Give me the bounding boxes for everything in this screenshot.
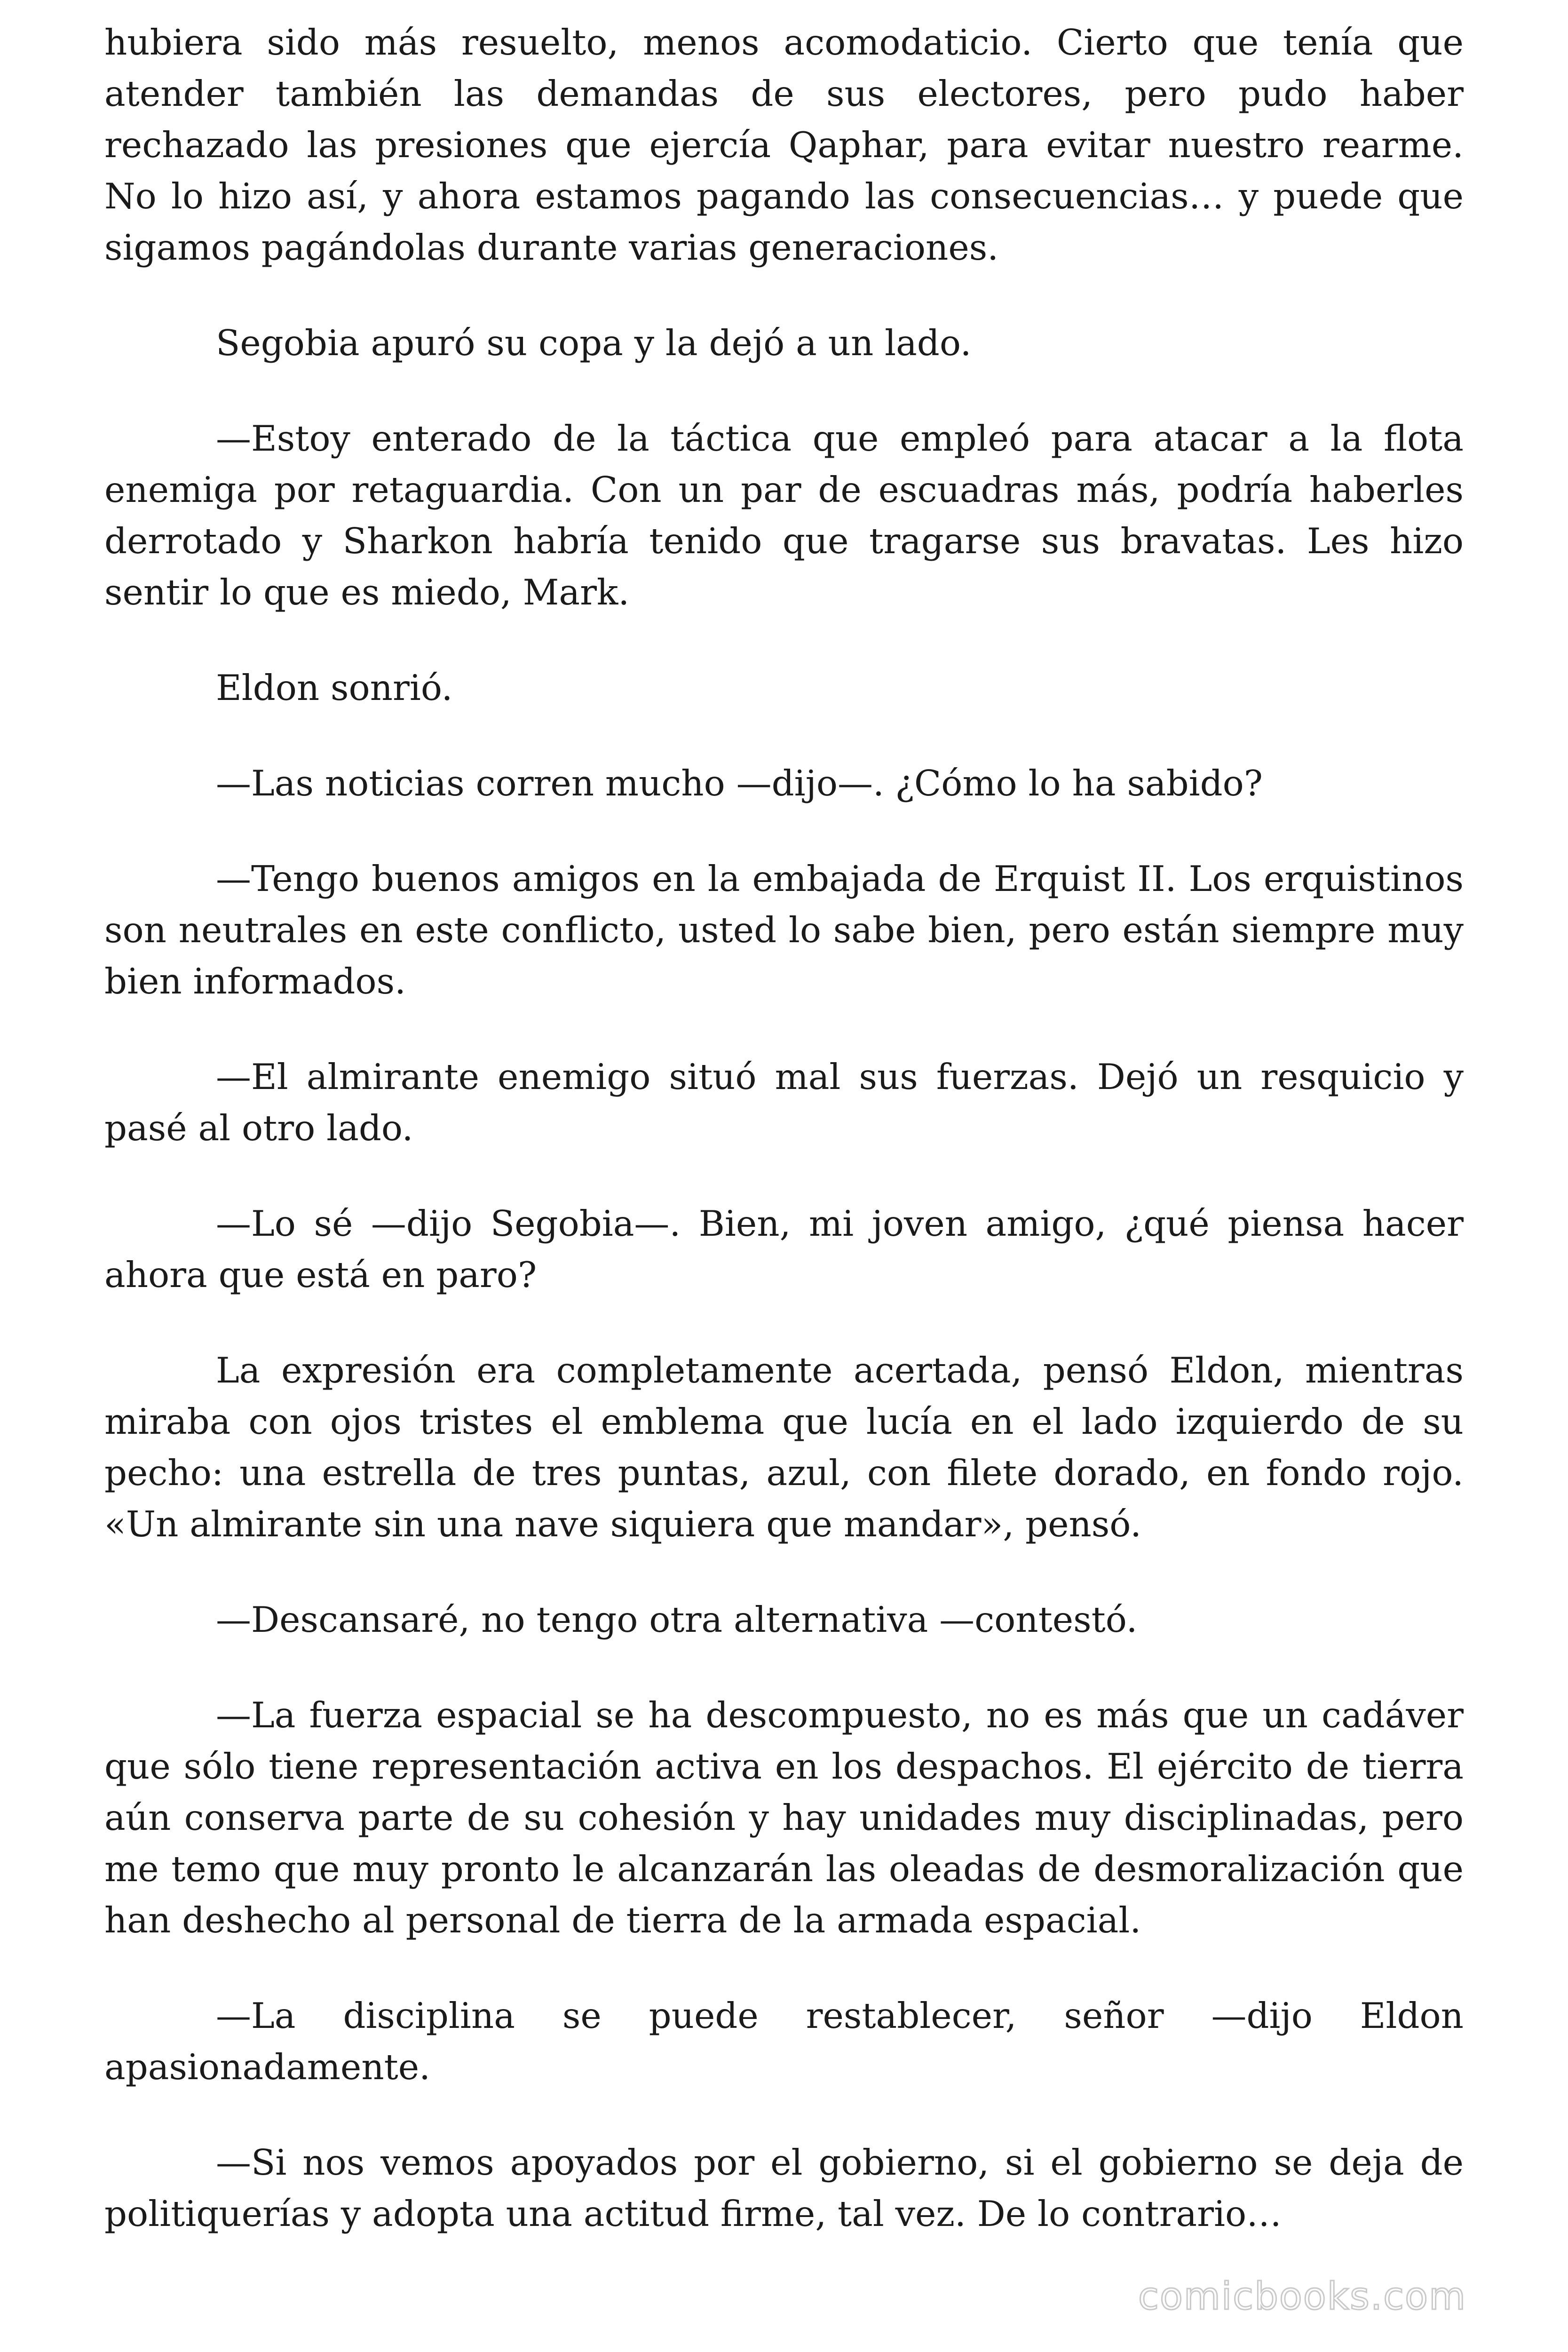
- watermark: comicbooks.com: [1138, 2274, 1467, 2318]
- paragraph-9: La expresión era completamente acertada, pensó Eldon, mientras miraba con ojos tristes el emblema que lucía en el lado izquierdo de su pecho: una estrella de tres puntas, azul, con filete dorado, en fondo rojo. «Un almirante sin una nave siquiera que mandar», pensó.: [104, 1350, 1464, 1545]
- book-page: [104, 17, 1464, 2284]
- paragraph-11: —La fuerza espacial se ha descompuesto, no es más que un cadáver que sólo tiene representación activa en los despachos. El ejército de tierra aún conserva parte de su cohesión y hay unidades muy disciplinadas, pero me temo que muy pronto le alcanzarán las oleadas de desmoralización que han deshecho al personal de tierra de la armada espacial.: [104, 1694, 1464, 1941]
- paragraph-10: —Descansaré, no tengo otra alternativa —contestó.: [216, 1599, 1138, 1640]
- paragraph-12: —La disciplina se puede restablecer, señor —dijo Eldon apasionadamente.: [104, 1995, 1464, 2088]
- paragraph-1: hubiera sido más resuelto, menos acomodaticio. Cierto que tenía que atender también las demandas de sus electores, pero pudo haber rechazado las presiones que ejercía Qaphar, para evitar nuestro rearme. No lo hizo así, y ahora estamos pagando las consecuencias… y puede que sigamos pagándolas durante varias generaciones.: [104, 22, 1464, 268]
- paragraph-5: —Las noticias corren mucho —dijo—. ¿Cómo lo ha sabido?: [216, 763, 1263, 804]
- paragraph-2: Segobia apuró su copa y la dejó a un lado.: [216, 322, 972, 364]
- paragraph-4: Eldon sonrió.: [216, 667, 453, 708]
- paragraph-13: —Si nos vemos apoyados por el gobierno, si el gobierno se deja de politiquerías y adopta una actitud firme, tal vez. De lo contrario…: [104, 2142, 1464, 2234]
- paragraph-6: —Tengo buenos amigos en la embajada de Erquist II. Los erquistinos son neutrales en este conflicto, usted lo sabe bien, pero están siempre muy bien informados.: [104, 858, 1464, 1002]
- paragraph-3: —Estoy enterado de la táctica que empleó para atacar a la flota enemiga por retaguardia. Con un par de escuadras más, podría haberles derrotado y Sharkon habría tenido que tragarse sus bravatas. Les hizo sentir lo que es miedo, Mark.: [104, 418, 1464, 613]
- paragraph-8: —Lo sé —dijo Segobia—. Bien, mi joven amigo, ¿qué piensa hacer ahora que está en paro?: [104, 1203, 1464, 1295]
- paragraph-7: —El almirante enemigo situó mal sus fuerzas. Dejó un resquicio y pasé al otro lado.: [104, 1056, 1464, 1149]
